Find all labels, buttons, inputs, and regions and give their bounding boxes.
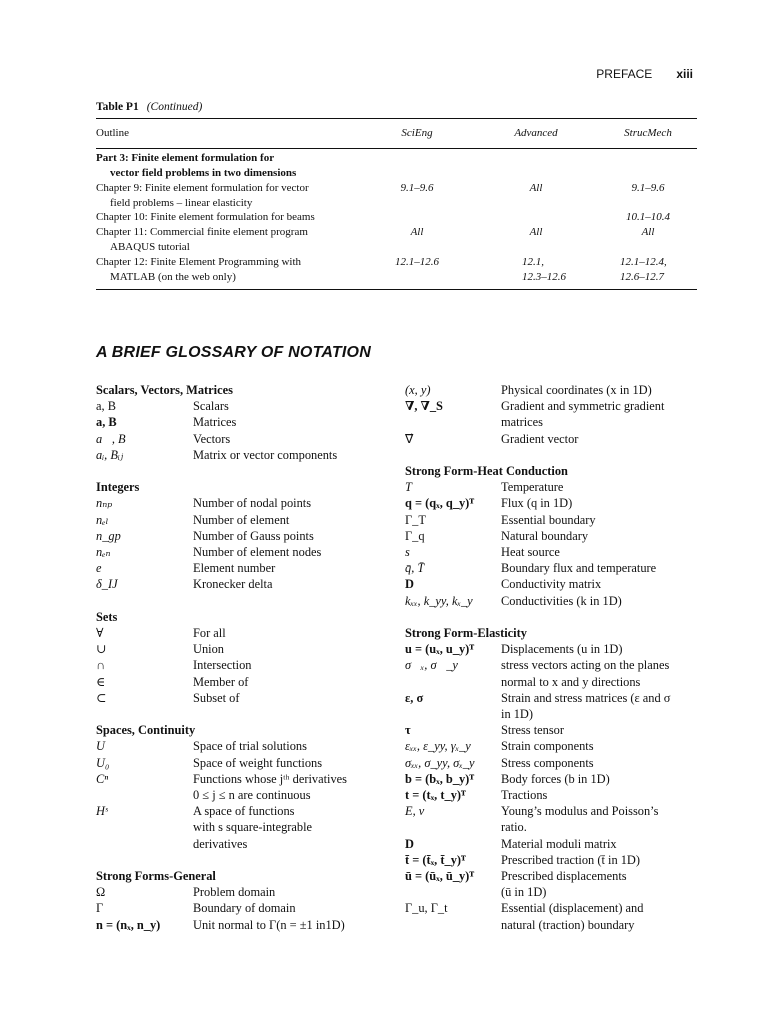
glossary-symbol: nₑₙ	[96, 545, 111, 559]
struc-cell: All	[641, 226, 655, 238]
glossary-symbol: U	[96, 739, 105, 754]
adv-cell: All	[529, 226, 543, 238]
table-header-rule	[96, 148, 697, 149]
outline-cell: ABAQUS tutorial	[110, 241, 190, 253]
glossary-symbol: Hˢ	[96, 804, 108, 819]
glossary-description: Functions whose jᵗʰ derivatives	[193, 771, 347, 786]
glossary-symbol: Ω	[96, 885, 106, 900]
part-heading-line: Part 3: Finite element formulation for	[96, 152, 275, 164]
glossary-description: Unit normal to Γ(n = ±1 in1D)	[193, 917, 345, 932]
glossary-description: Union	[193, 642, 224, 657]
glossary-symbol: n_gp	[96, 528, 121, 543]
glossary-description: Conductivities (k in 1D)	[501, 593, 622, 608]
glossary-symbol: ∇, ∇_S	[405, 399, 443, 414]
glossary-symbol: n = (nₓ, n_y)	[96, 917, 161, 932]
glossary-description: Body forces (b in 1D)	[501, 771, 610, 786]
glossary-symbol: q = (qₓ, q_y)ᵀ	[405, 496, 475, 511]
glossary-section-heading: Spaces, Continuity	[96, 723, 196, 738]
glossary-symbol: Γ	[96, 901, 104, 916]
sci-cell: All	[410, 226, 424, 238]
running-header	[596, 67, 693, 81]
glossary-description: Number of element	[193, 512, 290, 527]
page-number: xiii	[676, 67, 693, 81]
table-caption	[96, 101, 202, 113]
glossary-symbol: (x, y)	[405, 383, 431, 397]
glossary-description: Prescribed traction (t̄ in 1D)	[501, 852, 641, 867]
glossary-description: Strain components	[501, 739, 594, 754]
glossary-description: Subset of	[193, 690, 240, 705]
glossary-symbol: ⊂	[96, 690, 107, 705]
glossary-description: Heat source	[501, 545, 560, 559]
glossary-section-heading: Strong Forms-General	[96, 869, 216, 883]
glossary-description: ratio.	[501, 820, 527, 835]
glossary-symbol: ε, σ	[405, 690, 424, 705]
struc-cell: 12.1–12.4,	[620, 256, 667, 268]
glossary-description: Matrix or vector components	[193, 447, 338, 462]
glossary-symbol: ∪	[96, 642, 107, 657]
glossary-description: stress vectors acting on the planes	[501, 658, 670, 673]
glossary-symbol: δ_IJ	[96, 577, 118, 592]
adv-cell: All	[529, 182, 543, 194]
glossary-description: Kronecker delta	[193, 577, 273, 592]
glossary-symbol: σ⃗ₓ, σ⃗_y	[405, 658, 458, 673]
glossary-symbol: Γ_u, Γ_t	[405, 901, 448, 916]
glossary-description: 0 ≤ j ≤ n are continuous	[193, 788, 311, 802]
glossary-symbol: t = (tₓ, t_y)ᵀ	[405, 788, 466, 802]
glossary-symbol: εₓₓ, ε_yy, γₓ_y	[405, 739, 471, 754]
glossary-description: Boundary of domain	[193, 901, 296, 916]
glossary-symbol: ū = (ūₓ, ū_y)ᵀ	[405, 869, 475, 883]
glossary-description: Young’s modulus and Poisson’s	[501, 804, 659, 819]
table-bottom-rule	[96, 289, 697, 290]
glossary-description: Gradient and symmetric gradient	[501, 399, 665, 414]
header-section: PREFACE	[596, 67, 653, 81]
glossary-symbol: e	[96, 561, 102, 576]
glossary-description: Strain and stress matrices (ε and σ	[501, 690, 671, 705]
glossary-description: Scalars	[193, 399, 229, 414]
col-header-strucmech: StrucMech	[624, 127, 672, 139]
glossary-symbol: nₙₚ	[96, 496, 113, 511]
glossary-description: derivatives	[193, 836, 248, 851]
glossary-symbol: Γ_q	[405, 528, 425, 543]
glossary-description: Number of element nodes	[193, 545, 322, 559]
glossary-description: Tractions	[501, 788, 548, 802]
col-header-sci: SciEng	[401, 127, 433, 139]
glossary-section-heading: Scalars, Vectors, Matrices	[96, 383, 233, 397]
glossary-symbol: a, B	[96, 399, 116, 414]
glossary-description: Member of	[193, 674, 249, 689]
glossary-description: Space of weight functions	[193, 755, 323, 770]
struc-cell: 9.1–9.6	[631, 182, 665, 194]
glossary-symbol: D	[405, 836, 414, 851]
glossary-description: matrices	[501, 415, 543, 430]
glossary-description: Physical coordinates (x in 1D)	[501, 383, 652, 397]
glossary-title: A BRIEF GLOSSARY OF NOTATION	[96, 344, 371, 361]
glossary-description: Prescribed displacements	[501, 869, 627, 883]
glossary-description: Boundary flux and temperature	[501, 561, 657, 576]
glossary-symbol: ∀	[96, 626, 104, 640]
adv-cell: 12.3–12.6	[522, 271, 566, 283]
glossary-symbol: Γ_T	[405, 512, 426, 527]
glossary-description: Element number	[193, 561, 276, 576]
glossary-symbol: ∈	[96, 674, 106, 689]
glossary-symbol: a, B	[96, 415, 117, 430]
outline-cell: Chapter 9: Finite element formulation for vector	[96, 182, 309, 194]
outline-cell: field problems – linear elasticity	[110, 197, 253, 209]
glossary-section-heading: Integers	[96, 480, 140, 495]
struc-cell: 10.1–10.4	[626, 211, 670, 223]
glossary-description: Displacements (u in 1D)	[501, 642, 623, 657]
table-top-rule	[96, 118, 697, 119]
glossary-description: Temperature	[501, 480, 564, 495]
glossary-symbol: aᵢ, Bᵢⱼ	[96, 447, 124, 462]
glossary-description: normal to x and y directions	[501, 674, 641, 689]
glossary-description: Number of nodal points	[193, 496, 312, 511]
glossary-description: Vectors	[193, 431, 231, 446]
glossary-symbol: nₑₗ	[96, 512, 109, 527]
glossary-description: Natural boundary	[501, 528, 589, 543]
glossary-symbol: q̄, T̄	[405, 561, 425, 576]
glossary-symbol: s	[405, 545, 410, 559]
table-label: Table P1	[96, 101, 139, 113]
glossary-description: with s square-integrable	[193, 820, 313, 835]
col-header-outline: Outline	[96, 127, 129, 139]
adv-cell: 12.1,	[522, 256, 544, 268]
outline-cell: MATLAB (on the web only)	[110, 271, 236, 283]
glossary-description: Gradient vector	[501, 431, 579, 446]
glossary-description: natural (traction) boundary	[501, 917, 635, 932]
sci-cell: 12.1–12.6	[395, 256, 439, 268]
col-header-advanced: Advanced	[514, 127, 558, 139]
sci-cell: 9.1–9.6	[400, 182, 434, 194]
glossary-symbol: b = (bₓ, b_y)ᵀ	[405, 771, 475, 786]
glossary-description: Conductivity matrix	[501, 577, 602, 592]
glossary-description: For all	[193, 626, 226, 640]
glossary-description: Matrices	[193, 415, 237, 430]
glossary-description: Problem domain	[193, 885, 276, 900]
glossary-description: Intersection	[193, 658, 252, 673]
glossary-description: Material moduli matrix	[501, 836, 617, 851]
glossary-symbol: σₓₓ, σ_yy, σₓ_y	[405, 755, 475, 770]
glossary-symbol: ∇⃗	[405, 431, 414, 446]
outline-cell: Chapter 11: Commercial finite element program	[96, 226, 308, 238]
glossary-symbol: Cⁿ	[96, 771, 109, 786]
glossary-symbol: a⃗, B⃗	[96, 431, 136, 446]
glossary-section-heading: Sets	[96, 609, 118, 624]
table-caption-text: (Continued)	[146, 101, 203, 113]
glossary-section-heading: Strong Form-Elasticity	[405, 626, 527, 640]
outline-cell: Chapter 12: Finite Element Programming with	[96, 256, 301, 268]
glossary-description: Essential boundary	[501, 512, 596, 527]
glossary-symbol: D	[405, 577, 414, 592]
glossary-description: in 1D)	[501, 707, 534, 721]
glossary-symbol: u = (uₓ, u_y)ᵀ	[405, 642, 475, 657]
glossary-symbol: t̄ = (t̄ₓ, t̄_y)ᵀ	[405, 852, 466, 867]
glossary-section-heading: Strong Form-Heat Conduction	[405, 464, 568, 478]
glossary-symbol: τ	[405, 723, 411, 738]
glossary-description: Flux (q in 1D)	[501, 496, 573, 511]
glossary-description: Stress components	[501, 755, 594, 770]
glossary-symbol: T	[405, 480, 412, 495]
part-heading-line: vector field problems in two dimensions	[110, 167, 297, 179]
glossary-description: Stress tensor	[501, 723, 564, 738]
glossary-description: Essential (displacement) and	[501, 901, 644, 916]
glossary-description: A space of functions	[193, 804, 295, 819]
glossary-description: (ū in 1D)	[501, 885, 547, 900]
glossary-description: Number of Gauss points	[193, 528, 314, 543]
outline-cell: Chapter 10: Finite element formulation for beams	[96, 211, 315, 223]
glossary-symbol: U₀	[96, 755, 110, 770]
glossary-symbol: ∩	[96, 658, 105, 673]
glossary-symbol: E, ν	[405, 804, 425, 819]
glossary-symbol: kₓₓ, k_yy, kₓ_y	[405, 593, 473, 608]
glossary-description: Space of trial solutions	[193, 739, 307, 754]
struc-cell: 12.6–12.7	[620, 271, 664, 283]
